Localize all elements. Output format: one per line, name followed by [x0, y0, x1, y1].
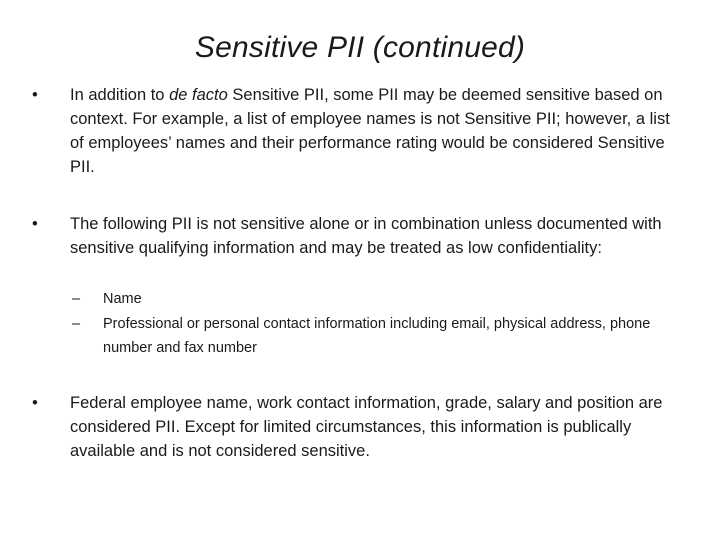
sub-item-text: Name: [103, 291, 142, 307]
sub-item-contact-info: [72, 312, 682, 360]
bullet-glyph: •: [32, 86, 38, 104]
bullet-glyph: •: [32, 215, 38, 233]
bullet-text-1-pre: In addition to: [70, 86, 170, 104]
bullet-text-3: Federal employee name, work contact information, grade, salary and position are considered PII. Except for limited circumstances, this information is publically available and is not considered sensitive.: [70, 394, 663, 460]
slide-title: Sensitive PII (continued): [194, 31, 526, 64]
bullet-text-1: [70, 83, 672, 179]
bullet-item-3: [32, 391, 672, 463]
bullet-text-1-post: Sensitive PII, some PII may be deemed sensitive based on context. For example, a list of employee names is not Sensitive PII; however, a list of employees’ names and their performance rating would be considered Sensitive PII.: [70, 86, 670, 176]
bullet-item-1: [32, 83, 672, 179]
bullet-text-2: The following PII is not sensitive alone or in combination unless documented with sensitive qualifying information and may be treated as low confidentiality:: [70, 215, 662, 257]
dash-glyph: –: [72, 291, 81, 307]
sub-item-text: Professional or personal contact information including email, physical address, phone number and fax number: [103, 316, 651, 356]
bullet-text-1-emphasis: de facto: [169, 86, 228, 104]
bullet-item-2: [32, 212, 672, 260]
sub-item-name: [72, 287, 682, 311]
dash-glyph: –: [72, 316, 81, 332]
bullet-glyph: •: [32, 394, 38, 412]
